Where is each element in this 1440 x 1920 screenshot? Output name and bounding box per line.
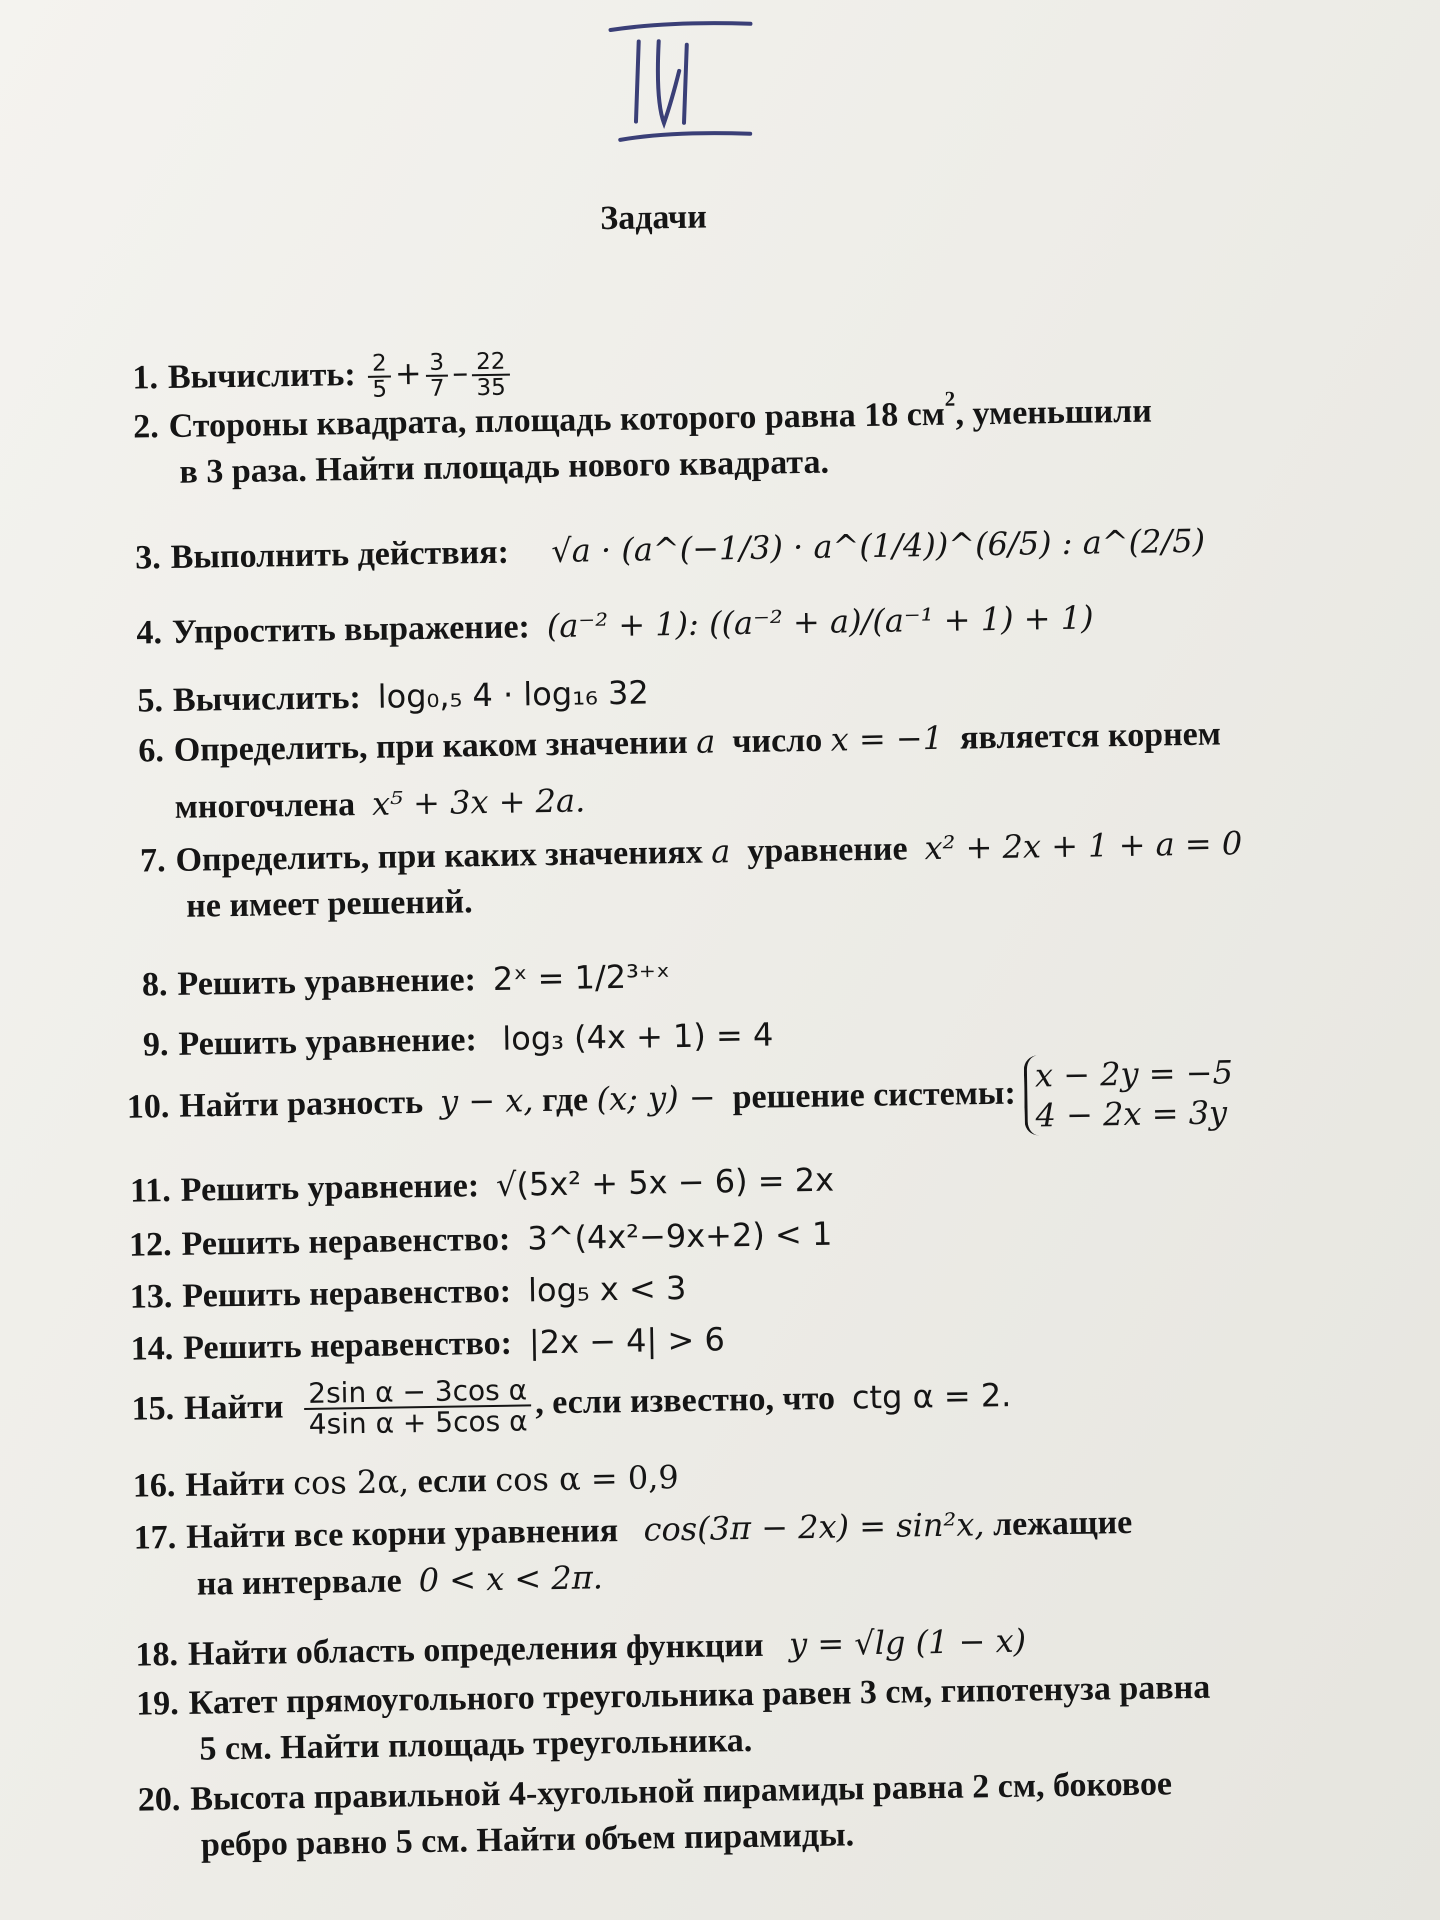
fraction: $\frac{\text{2sin α − 3cos α}}{\text{4sin α + 5cos α}}$: [304, 1375, 532, 1439]
math-expression: x = −1: [830, 718, 944, 759]
problem-4: 4. Упростить выражение: (a⁻² + 1): ((a⁻² + a)/(a⁻¹ + 1) + 1): [110, 590, 1411, 657]
problem-number: 8.: [141, 966, 168, 1004]
problem-19: 19. Катет прямоугольного треугольника равен 3 см, гипотенуза равна 5 см. Найти площадь треугольника.: [126, 1661, 1427, 1773]
math-expression: log₅ x < 3: [527, 1268, 687, 1310]
problem-number: 4.: [136, 614, 163, 652]
problem-number: 7.: [139, 842, 166, 880]
problem-number: 10.: [126, 1087, 170, 1126]
math-expression: 2ˣ = 1/2³⁺ˣ: [492, 957, 671, 998]
problem-13: 13. Решить неравенство: log₅ x < 3: [120, 1253, 1421, 1320]
problem-6: 6. Определить, при каком значении a число x = −1 является корнем многочлена x⁵ + 3x + 2a.: [111, 707, 1412, 831]
problem-2: 2. Стороны квадрата, площадь которого равна 18 $см^2$, уменьшили в 3 раза. Найти площадь нового квадрата.: [106, 385, 1407, 497]
math-expression: x² + 2x + 1 + a = 0: [924, 824, 1243, 868]
math-expression: log₀,₅ 4 · log₁₆ 32: [377, 673, 649, 716]
problem-17: 17. Найти все корни уравнения cos(3π − 2x) = sin²x, лежащие на интервале 0 < x < 2π.: [124, 1494, 1425, 1608]
problem-number: 1.: [132, 359, 159, 397]
problem-number: 12.: [128, 1226, 172, 1264]
math-expression: √a · (a^(−1/3) · a^(1/4))^(6/5) : a^(2/5): [551, 521, 1206, 570]
math-expression: 3^(4x²−9x+2) < 1: [526, 1214, 833, 1258]
problem-number: 6.: [138, 732, 165, 770]
document-content: [100, 0, 1430, 1920]
problem-number: 3.: [134, 539, 162, 577]
math-expression: x⁵ + 3x + 2a.: [371, 781, 586, 823]
problem-18: 18. Найти область определения функции y = √lg (1 − x): [126, 1611, 1427, 1678]
handwritten-roman-three-mark: [600, 9, 822, 162]
math-expression: |2x − 4| > 6: [528, 1320, 726, 1362]
problem-15: 15. Найти $\frac{\text{2sin α − 3cos α}}{\text{4sin α + 5cos α}}$ , если известно, что ctg α = 2.: [122, 1361, 1423, 1442]
problem-number: 13.: [129, 1278, 173, 1316]
problem-number: 14.: [130, 1330, 174, 1368]
problem-number: 15.: [131, 1390, 175, 1428]
math-expression: (a⁻² + 1): ((a⁻² + a)/(a⁻¹ + 1) + 1): [546, 598, 1094, 646]
equation-system: x − 2y = −5 4 − 2x = 3y: [1024, 1052, 1234, 1135]
problem-number: 18.: [135, 1635, 179, 1674]
problem-10: 10. Найти разность y − x, где (x; y) − решение системы: x − 2y = −5 4 − 2x = 3y: [117, 1049, 1418, 1149]
math-expression: log₃ (4x + 1) = 4: [502, 1015, 774, 1058]
problem-number: 16.: [132, 1467, 176, 1505]
problem-number: 20.: [137, 1780, 181, 1819]
problem-1: 1. Вычислить: $\frac{2}{5}$ + $\frac{3}{7}$ – $\frac{22}{35}$: [106, 335, 1407, 407]
math-expression: y = √lg (1 − x): [788, 1621, 1027, 1664]
problem-7: 7. Определить, при каких значениях a уравнение x² + 2x + 1 + a = 0 не имеет решений.: [113, 817, 1414, 930]
math-expression: √(5x² + 5x − 6) = 2x: [495, 1160, 835, 1204]
fraction: $\frac{22}{35}$: [472, 350, 510, 401]
document-title: Задачи: [599, 198, 708, 238]
problem-20: 20. Высота правильной 4-хугольной пирамиды равна 2 см, боковое ребро равно 5 см. Найти объем пирамиды.: [128, 1757, 1429, 1869]
problem-number: 19.: [135, 1684, 180, 1723]
problem-number: 9.: [142, 1026, 169, 1064]
fraction: $\frac{3}{7}$: [425, 351, 448, 402]
problem-number: 5.: [137, 682, 164, 720]
problem-11: 11. Решить уравнение: √(5x² + 5x − 6) = 2x: [118, 1147, 1419, 1214]
problem-number: 17.: [133, 1518, 177, 1557]
problem-12: 12. Решить неравенство: 3^(4x²−9x+2) < 1: [119, 1201, 1420, 1268]
problem-5: 5. Вычислить: log₀,₅ 4 · log₁₆ 32: [111, 657, 1412, 724]
problem-3: 3. Выполнить действия: √a · (a^(−1/3) · a^(1/4))^(6/5) : a^(2/5): [108, 515, 1409, 582]
problem-8: 8. Решить уравнение: 2ˣ = 1/2³⁺ˣ: [115, 941, 1416, 1008]
problem-14: 14. Решить неравенство: |2x − 4| > 6: [121, 1305, 1422, 1372]
problem-text: Вычислить:: [167, 356, 356, 396]
problem-number: 2.: [132, 408, 159, 446]
problem-9: 9. Решить уравнение: log₃ (4x + 1) = 4: [116, 1001, 1417, 1068]
problem-number: 11.: [129, 1172, 171, 1210]
fraction: $\frac{2}{5}$: [368, 352, 391, 403]
problem-16: 16. Найти cos 2α, если cos α = 0,9: [123, 1442, 1424, 1509]
